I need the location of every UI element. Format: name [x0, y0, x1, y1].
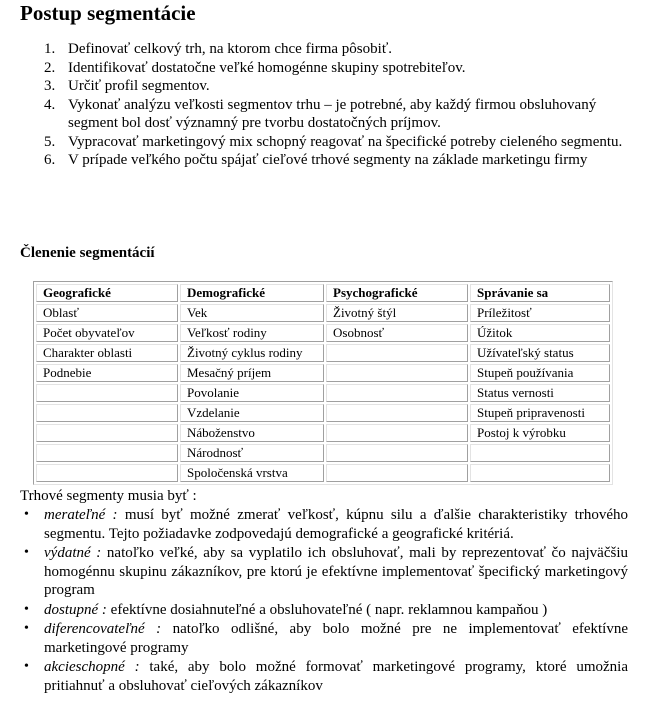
list-item — [20, 658, 628, 695]
table-cell: Spoločenská vrstva — [180, 464, 324, 482]
step-item — [44, 77, 644, 96]
table-cell — [326, 464, 468, 482]
table-cell: Mesačný príjem — [180, 364, 324, 382]
table-row — [36, 424, 610, 442]
table-cell: Vzdelanie — [180, 404, 324, 422]
table-row — [36, 324, 610, 342]
column-header: Psychografické — [326, 284, 468, 302]
table-cell — [36, 424, 178, 442]
bullet-icon: • — [24, 659, 29, 674]
column-header: Demografické — [180, 284, 324, 302]
table-cell: Postoj k výrobku — [470, 424, 610, 442]
list-item — [20, 620, 628, 657]
requirement-text: natoľko odlišné, aby bolo možné pre ne implementovať efektívne marketingové programy — [44, 621, 629, 656]
table-cell: Užívateľský status — [470, 344, 610, 362]
step-number: 2. — [44, 59, 56, 76]
page-title: Postup segmentácie — [20, 1, 196, 25]
requirement-text: efektívne dosiahnuteľné a obsluhovateľné ( napr. reklamnou kampaňou ) — [106, 601, 548, 618]
requirement-term: dostupné : — [44, 601, 107, 618]
table-row — [36, 344, 610, 362]
requirement-text: natoľko veľké, aby sa vyplatilo ich obsluhovať, mali by reprezentovať čo najväčšiu homogénnu skupinu zákazníkov, pre ktorú je efektívne implementovať špecifický marketingový program — [44, 545, 628, 598]
requirement-text: také, aby bolo možné formovať marketingové programy, ktoré umožnia pritiahnuť a obsluhovať cieľových zákazníkov — [44, 659, 628, 694]
table-cell: Národnosť — [180, 444, 324, 462]
step-item — [44, 59, 644, 78]
table-row — [36, 404, 610, 422]
table-cell: Príležitosť — [470, 304, 610, 322]
table-row — [36, 304, 610, 322]
table-cell — [326, 364, 468, 382]
requirement-text: musí byť možné zmerať veľkosť, kúpnu silu a ďalšie charakteristiky trhového segmentu. Tejto požiadavke zodpovedajú demografické a geografické kritériá. — [44, 507, 628, 542]
segmentation-steps-list — [44, 40, 644, 170]
column-header: Geografické — [36, 284, 178, 302]
table-cell: Osobnosť — [326, 324, 468, 342]
requirements-intro: Trhové segmenty musia byť : — [20, 488, 197, 504]
bullet-icon: • — [24, 545, 29, 560]
table-cell — [36, 404, 178, 422]
table-cell — [36, 384, 178, 402]
section-subtitle: Členenie segmentácií — [20, 245, 155, 261]
requirement-term: merateľné : — [44, 507, 118, 523]
table-cell: Oblasť — [36, 304, 178, 322]
table-cell — [470, 464, 610, 482]
column-header: Správanie sa — [470, 284, 610, 302]
step-number: 4. — [44, 96, 56, 113]
table-cell — [326, 344, 468, 362]
requirement-term: výdatné : — [44, 545, 102, 561]
table-cell: Stupeň používania — [470, 364, 610, 382]
table-cell — [36, 464, 178, 482]
table-cell — [326, 444, 468, 462]
table-cell — [326, 404, 468, 422]
step-text: V prípade veľkého počtu spájať cieľové trhové segmenty na základe marketingu firmy — [68, 152, 588, 168]
segmentation-table — [33, 281, 613, 485]
requirement-term: diferencovateľné : — [44, 621, 162, 637]
table-cell: Náboženstvo — [180, 424, 324, 442]
table-cell: Veľkosť rodiny — [180, 324, 324, 342]
table-cell: Charakter oblasti — [36, 344, 178, 362]
table-cell: Povolanie — [180, 384, 324, 402]
requirement-term: akcieschopné : — [44, 659, 140, 675]
step-number: 5. — [44, 133, 56, 150]
table-cell: Stupeň pripravenosti — [470, 404, 610, 422]
table-row — [36, 364, 610, 382]
table-cell: Životný cyklus rodiny — [180, 344, 324, 362]
table-row — [36, 444, 610, 462]
step-text: Definovať celkový trh, na ktorom chce firma pôsobiť. — [68, 41, 392, 57]
step-item — [44, 133, 644, 152]
table-cell — [470, 444, 610, 462]
bullet-icon: • — [24, 507, 29, 522]
step-text: Určiť profil segmentov. — [68, 78, 210, 94]
table-cell — [326, 424, 468, 442]
bullet-icon: • — [24, 601, 29, 617]
requirements-list — [20, 506, 628, 696]
step-text: Identifikovať dostatočne veľké homogénne skupiny spotrebiteľov. — [68, 59, 466, 76]
step-number: 1. — [44, 41, 56, 57]
step-text: Vypracovať marketingový mix schopný reagovať na špecifické potreby cieleného segmentu. — [68, 133, 623, 150]
table-row — [36, 384, 610, 402]
table-cell: Úžitok — [470, 324, 610, 342]
step-item — [44, 96, 644, 133]
step-text: Vykonať analýzu veľkosti segmentov trhu – je potrebné, aby každý firmou obsluhovaný segment bol dosť významný pre tvorbu dostatočných príjmov. — [68, 96, 597, 131]
step-number: 6. — [44, 152, 56, 168]
table-row — [36, 464, 610, 482]
step-item — [44, 40, 644, 59]
table-cell — [36, 444, 178, 462]
list-item — [20, 506, 628, 543]
table-cell — [326, 384, 468, 402]
table-cell: Životný štýl — [326, 304, 468, 322]
step-number: 3. — [44, 78, 56, 94]
table-header-row — [36, 284, 610, 302]
table-cell: Vek — [180, 304, 324, 322]
list-item — [20, 601, 628, 620]
table-cell: Status vernosti — [470, 384, 610, 402]
table-cell: Počet obyvateľov — [36, 324, 178, 342]
step-item — [44, 151, 644, 170]
list-item — [20, 544, 628, 600]
table-cell: Podnebie — [36, 364, 178, 382]
bullet-icon: • — [24, 621, 29, 636]
